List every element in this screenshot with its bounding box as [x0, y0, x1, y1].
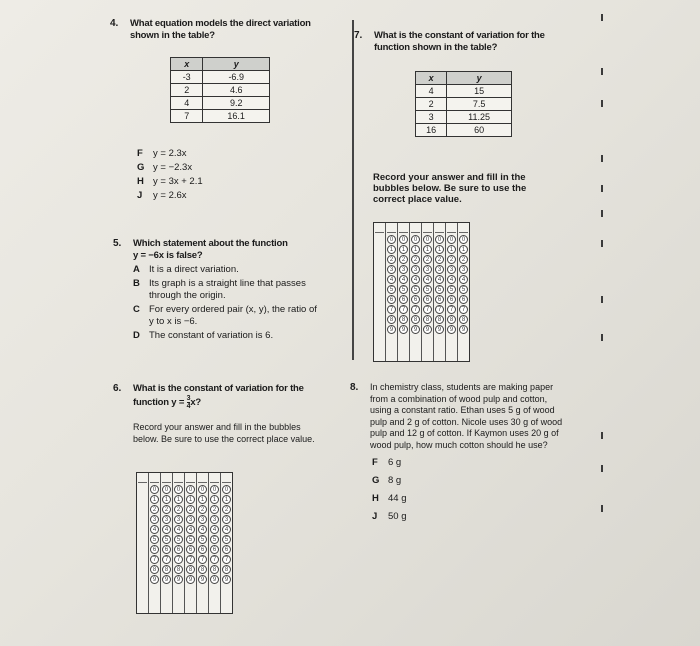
answer-bubble[interactable]: 8 — [162, 565, 171, 574]
table-cell: 4.6 — [203, 84, 270, 97]
answer-bubble[interactable]: 6 — [423, 295, 432, 304]
answer-bubble[interactable]: 2 — [198, 505, 207, 514]
answer-bubble[interactable]: 7 — [387, 305, 396, 314]
entry-box[interactable] — [423, 223, 432, 233]
answer-bubble[interactable]: 1 — [411, 245, 420, 254]
answer-bubble[interactable]: 1 — [459, 245, 468, 254]
instruction-text: Record your answer and fill in the bubbles below. Be sure to use the correct place value. — [133, 422, 315, 444]
answer-bubble[interactable]: 7 — [198, 555, 207, 564]
question-8 — [350, 382, 568, 523]
table-cell: 16.1 — [203, 110, 270, 123]
answer-bubble[interactable]: 3 — [459, 265, 468, 274]
answer-bubble[interactable]: 5 — [162, 535, 171, 544]
table-cell: 15 — [447, 85, 512, 98]
answer-bubble[interactable]: 3 — [447, 265, 456, 274]
question-stem-function: y = −6x is false? — [133, 250, 203, 261]
answer-bubble[interactable]: 5 — [198, 535, 207, 544]
answer-bubble[interactable]: 1 — [210, 495, 219, 504]
digit-column — [149, 473, 161, 613]
answer-choice[interactable]: H 44 g — [372, 493, 407, 504]
question-4 — [110, 18, 335, 42]
answer-bubble[interactable]: 6 — [186, 545, 195, 554]
table-cell: 11.25 — [447, 111, 512, 124]
answer-bubble[interactable]: 7 — [423, 305, 432, 314]
answer-bubble[interactable]: 3 — [435, 265, 444, 274]
answer-bubble[interactable]: 0 — [162, 485, 171, 494]
answer-bubble[interactable]: 0 — [399, 235, 408, 244]
answer-bubble[interactable]: 6 — [222, 545, 231, 554]
answer-bubble[interactable]: 0 — [423, 235, 432, 244]
answer-bubble[interactable]: 4 — [198, 525, 207, 534]
fraction: $\frac{3}{4}$ — [186, 395, 191, 410]
answer-bubble[interactable]: 6 — [162, 545, 171, 554]
answer-bubble[interactable]: 3 — [186, 515, 195, 524]
digit-column — [434, 223, 446, 361]
answer-bubble[interactable]: 9 — [459, 325, 468, 334]
question-stem: In chemistry class, students are making paper from a combination of wood pulp and cotton, using a constant ratio. Ethan uses 5 g of wood pulp and 2 g of cotton. Nicole uses 30 g of wood pulp and 12 g of cotton. If Kaymon uses 20 g of wood pulp, how much cotton should he use? — [370, 382, 563, 450]
question-stem: What is the constant of variation for the — [133, 383, 304, 394]
answer-bubble[interactable]: 5 — [399, 285, 408, 294]
answer-bubble[interactable]: 5 — [387, 285, 396, 294]
sign-column — [137, 473, 149, 613]
answer-bubble[interactable]: 0 — [222, 485, 231, 494]
entry-box[interactable] — [399, 223, 408, 233]
answer-bubble[interactable]: 7 — [411, 305, 420, 314]
answer-bubble[interactable]: 1 — [186, 495, 195, 504]
answer-bubble[interactable]: 4 — [150, 525, 159, 534]
answer-bubble[interactable]: 4 — [411, 275, 420, 284]
answer-bubble[interactable]: 2 — [411, 255, 420, 264]
answer-bubble[interactable]: 0 — [447, 235, 456, 244]
answer-bubble[interactable]: 2 — [174, 505, 183, 514]
question-5 — [113, 238, 333, 342]
answer-bubble[interactable]: 4 — [210, 525, 219, 534]
answer-bubble[interactable]: 1 — [174, 495, 183, 504]
answer-bubble[interactable]: 9 — [150, 575, 159, 584]
answer-bubble[interactable]: 0 — [150, 485, 159, 494]
answer-bubble[interactable]: 3 — [399, 265, 408, 274]
answer-bubble[interactable]: 4 — [459, 275, 468, 284]
answer-bubble[interactable]: 4 — [387, 275, 396, 284]
table-cell: 2 — [171, 84, 203, 97]
answer-bubble[interactable]: 0 — [411, 235, 420, 244]
answer-bubble[interactable]: 4 — [423, 275, 432, 284]
digit-column — [386, 223, 398, 361]
entry-box[interactable] — [459, 223, 468, 233]
table-cell: -6.9 — [203, 71, 270, 84]
answer-bubble[interactable]: 8 — [387, 315, 396, 324]
answer-bubble[interactable]: 6 — [411, 295, 420, 304]
instruction-text: Record your answer and fill in the bubbles below. Be sure to use the correct place value. — [373, 172, 527, 205]
answer-bubble[interactable]: 3 — [150, 515, 159, 524]
answer-bubble[interactable]: 4 — [174, 525, 183, 534]
question-7 — [354, 30, 564, 54]
question-number: 4. — [110, 18, 119, 29]
question-number: 5. — [113, 238, 122, 249]
answer-bubble[interactable]: 3 — [222, 515, 231, 524]
answer-bubble[interactable]: 6 — [447, 295, 456, 304]
digit-column — [161, 473, 173, 613]
answer-choice[interactable]: B Its graph is a straight line that passes through the origin. — [133, 278, 306, 301]
answer-bubble[interactable]: 2 — [387, 255, 396, 264]
answer-bubble[interactable]: 3 — [423, 265, 432, 274]
answer-bubble[interactable]: 8 — [210, 565, 219, 574]
answer-choice[interactable]: H y = 3x + 2.1 — [137, 176, 203, 187]
answer-bubble[interactable]: 0 — [174, 485, 183, 494]
answer-bubble[interactable]: 0 — [387, 235, 396, 244]
answer-bubble[interactable]: 7 — [174, 555, 183, 564]
answer-choice[interactable]: J y = 2.6x — [137, 190, 187, 201]
answer-bubble[interactable]: 6 — [459, 295, 468, 304]
entry-box[interactable] — [186, 473, 195, 483]
answer-choice[interactable]: G 8 g — [372, 475, 402, 486]
answer-bubble[interactable]: 2 — [186, 505, 195, 514]
digit-column — [398, 223, 410, 361]
answer-bubble[interactable]: 5 — [447, 285, 456, 294]
question-6 — [113, 383, 323, 445]
q4-table — [170, 57, 270, 123]
answer-bubble[interactable]: 0 — [459, 235, 468, 244]
question-number: 7. — [354, 30, 363, 41]
answer-bubble[interactable]: 1 — [447, 245, 456, 254]
answer-bubble[interactable]: 8 — [198, 565, 207, 574]
table-header-x: x — [416, 72, 447, 85]
answer-bubble[interactable]: 5 — [435, 285, 444, 294]
answer-bubble[interactable]: 7 — [150, 555, 159, 564]
answer-bubble[interactable]: 3 — [387, 265, 396, 274]
table-header-x: x — [171, 58, 203, 71]
answer-bubble[interactable]: 5 — [210, 535, 219, 544]
answer-choice[interactable]: F y = 2.3x — [137, 148, 187, 159]
table-cell: -3 — [171, 71, 203, 84]
answer-bubble[interactable]: 3 — [198, 515, 207, 524]
answer-bubble[interactable]: 3 — [174, 515, 183, 524]
answer-bubble[interactable]: 1 — [150, 495, 159, 504]
answer-bubble[interactable]: 5 — [459, 285, 468, 294]
answer-bubble[interactable]: 4 — [435, 275, 444, 284]
answer-bubble[interactable]: 1 — [435, 245, 444, 254]
answer-bubble[interactable]: 0 — [186, 485, 195, 494]
table-cell: 4 — [171, 97, 203, 110]
answer-bubble[interactable]: 7 — [435, 305, 444, 314]
answer-bubble[interactable]: 6 — [399, 295, 408, 304]
answer-bubble[interactable]: 5 — [150, 535, 159, 544]
table-cell: 3 — [416, 111, 447, 124]
table-header-y: y — [447, 72, 512, 85]
answer-bubble[interactable]: 2 — [447, 255, 456, 264]
answer-bubble[interactable]: 9 — [435, 325, 444, 334]
entry-box[interactable] — [387, 223, 396, 233]
answer-bubble[interactable]: 5 — [222, 535, 231, 544]
digit-column — [209, 473, 221, 613]
question-stem-function: function y = $\frac{3}{4}$ x? — [133, 395, 202, 410]
answer-bubble[interactable]: 7 — [162, 555, 171, 564]
answer-bubble[interactable]: 0 — [198, 485, 207, 494]
answer-bubble[interactable]: 6 — [435, 295, 444, 304]
answer-bubble[interactable]: 9 — [186, 575, 195, 584]
answer-bubble[interactable]: 6 — [174, 545, 183, 554]
answer-bubble[interactable]: 3 — [162, 515, 171, 524]
digit-column — [197, 473, 209, 613]
question-stem: Which statement about the function — [133, 238, 288, 249]
answer-bubble[interactable]: 9 — [210, 575, 219, 584]
answer-bubble[interactable]: 2 — [210, 505, 219, 514]
digit-column — [173, 473, 185, 613]
entry-box[interactable] — [210, 473, 219, 483]
answer-bubble[interactable]: 1 — [387, 245, 396, 254]
entry-box[interactable] — [375, 223, 384, 233]
answer-choice[interactable]: A It is a direct variation. — [133, 264, 239, 275]
digit-column — [422, 223, 434, 361]
answer-bubble[interactable]: 8 — [447, 315, 456, 324]
answer-bubble[interactable]: 8 — [174, 565, 183, 574]
answer-bubble[interactable]: 6 — [387, 295, 396, 304]
answer-bubble[interactable]: 5 — [174, 535, 183, 544]
answer-bubble[interactable]: 3 — [210, 515, 219, 524]
answer-bubble[interactable]: 8 — [399, 315, 408, 324]
digit-column — [446, 223, 458, 361]
answer-bubble[interactable]: 4 — [186, 525, 195, 534]
answer-choice[interactable]: J 50 g — [372, 511, 407, 522]
answer-bubble[interactable]: 2 — [435, 255, 444, 264]
column-divider — [352, 20, 354, 360]
answer-bubble[interactable]: 9 — [423, 325, 432, 334]
answer-bubble[interactable]: 4 — [447, 275, 456, 284]
answer-bubble[interactable]: 4 — [162, 525, 171, 534]
answer-bubble[interactable]: 6 — [150, 545, 159, 554]
answer-bubble[interactable]: 9 — [411, 325, 420, 334]
answer-bubble[interactable]: 6 — [198, 545, 207, 554]
answer-bubble[interactable]: 9 — [162, 575, 171, 584]
binder-edge-marks — [601, 0, 605, 646]
digit-column — [410, 223, 422, 361]
answer-bubble[interactable]: 1 — [198, 495, 207, 504]
answer-bubble[interactable]: 3 — [411, 265, 420, 274]
answer-bubble[interactable]: 8 — [222, 565, 231, 574]
answer-bubble[interactable]: 2 — [150, 505, 159, 514]
table-cell: 9.2 — [203, 97, 270, 110]
entry-box[interactable] — [411, 223, 420, 233]
answer-bubble[interactable]: 1 — [222, 495, 231, 504]
answer-bubble[interactable]: 4 — [222, 525, 231, 534]
q7-table — [415, 71, 512, 137]
answer-bubble[interactable]: 5 — [411, 285, 420, 294]
answer-bubble[interactable]: 8 — [459, 315, 468, 324]
answer-bubble[interactable]: 8 — [411, 315, 420, 324]
answer-bubble[interactable]: 9 — [198, 575, 207, 584]
table-cell: 7.5 — [447, 98, 512, 111]
answer-bubble[interactable]: 1 — [399, 245, 408, 254]
answer-bubble-grid[interactable] — [136, 472, 233, 614]
answer-bubble[interactable]: 8 — [150, 565, 159, 574]
table-header-y: y — [203, 58, 270, 71]
entry-box[interactable] — [174, 473, 183, 483]
answer-bubble[interactable]: 7 — [222, 555, 231, 564]
answer-bubble[interactable]: 2 — [459, 255, 468, 264]
entry-box[interactable] — [162, 473, 171, 483]
answer-bubble[interactable]: 7 — [210, 555, 219, 564]
answer-bubble[interactable]: 9 — [222, 575, 231, 584]
answer-bubble[interactable]: 4 — [399, 275, 408, 284]
question-number: 6. — [113, 383, 122, 394]
answer-bubble[interactable]: 2 — [399, 255, 408, 264]
digit-column — [221, 473, 232, 613]
answer-bubble[interactable]: 9 — [387, 325, 396, 334]
answer-bubble[interactable]: 8 — [423, 315, 432, 324]
answer-choice[interactable]: C For every ordered pair (x, y), the ratio of y to x is −6. — [133, 304, 317, 327]
answer-bubble-grid[interactable] — [373, 222, 470, 362]
entry-box[interactable] — [447, 223, 456, 233]
answer-bubble[interactable]: 7 — [459, 305, 468, 314]
answer-bubble[interactable]: 0 — [210, 485, 219, 494]
table-cell: 2 — [416, 98, 447, 111]
entry-box[interactable] — [150, 473, 159, 483]
question-stem: What equation models the direct variation shown in the table? — [130, 18, 311, 41]
table-cell: 16 — [416, 124, 447, 137]
answer-bubble[interactable]: 2 — [222, 505, 231, 514]
answer-bubble[interactable]: 9 — [399, 325, 408, 334]
answer-bubble[interactable]: 2 — [162, 505, 171, 514]
answer-bubble[interactable]: 7 — [399, 305, 408, 314]
entry-box[interactable] — [435, 223, 444, 233]
digit-column — [185, 473, 197, 613]
entry-box[interactable] — [138, 473, 147, 483]
table-cell: 7 — [171, 110, 203, 123]
answer-bubble[interactable]: 6 — [210, 545, 219, 554]
digit-column — [458, 223, 469, 361]
q4-choices — [137, 146, 297, 202]
answer-bubble[interactable]: 0 — [435, 235, 444, 244]
table-cell: 60 — [447, 124, 512, 137]
answer-bubble[interactable]: 7 — [447, 305, 456, 314]
q7-instruction — [373, 172, 533, 205]
answer-bubble[interactable]: 1 — [423, 245, 432, 254]
answer-bubble[interactable]: 5 — [423, 285, 432, 294]
table-cell: 4 — [416, 85, 447, 98]
answer-bubble[interactable]: 5 — [186, 535, 195, 544]
question-number: 8. — [350, 382, 359, 393]
answer-bubble[interactable]: 8 — [186, 565, 195, 574]
answer-bubble[interactable]: 7 — [186, 555, 195, 564]
answer-choice[interactable]: G y = −2.3x — [137, 162, 193, 173]
answer-choice[interactable]: D The constant of variation is 6. — [133, 330, 274, 341]
answer-bubble[interactable]: 1 — [162, 495, 171, 504]
question-stem: What is the constant of variation for the function shown in the table? — [374, 30, 545, 53]
entry-box[interactable] — [222, 473, 231, 483]
answer-bubble[interactable]: 9 — [174, 575, 183, 584]
sign-column — [374, 223, 386, 361]
entry-box[interactable] — [198, 473, 207, 483]
answer-bubble[interactable]: 9 — [447, 325, 456, 334]
answer-bubble[interactable]: 2 — [423, 255, 432, 264]
answer-bubble[interactable]: 8 — [435, 315, 444, 324]
answer-choice[interactable]: F 6 g — [372, 457, 402, 468]
